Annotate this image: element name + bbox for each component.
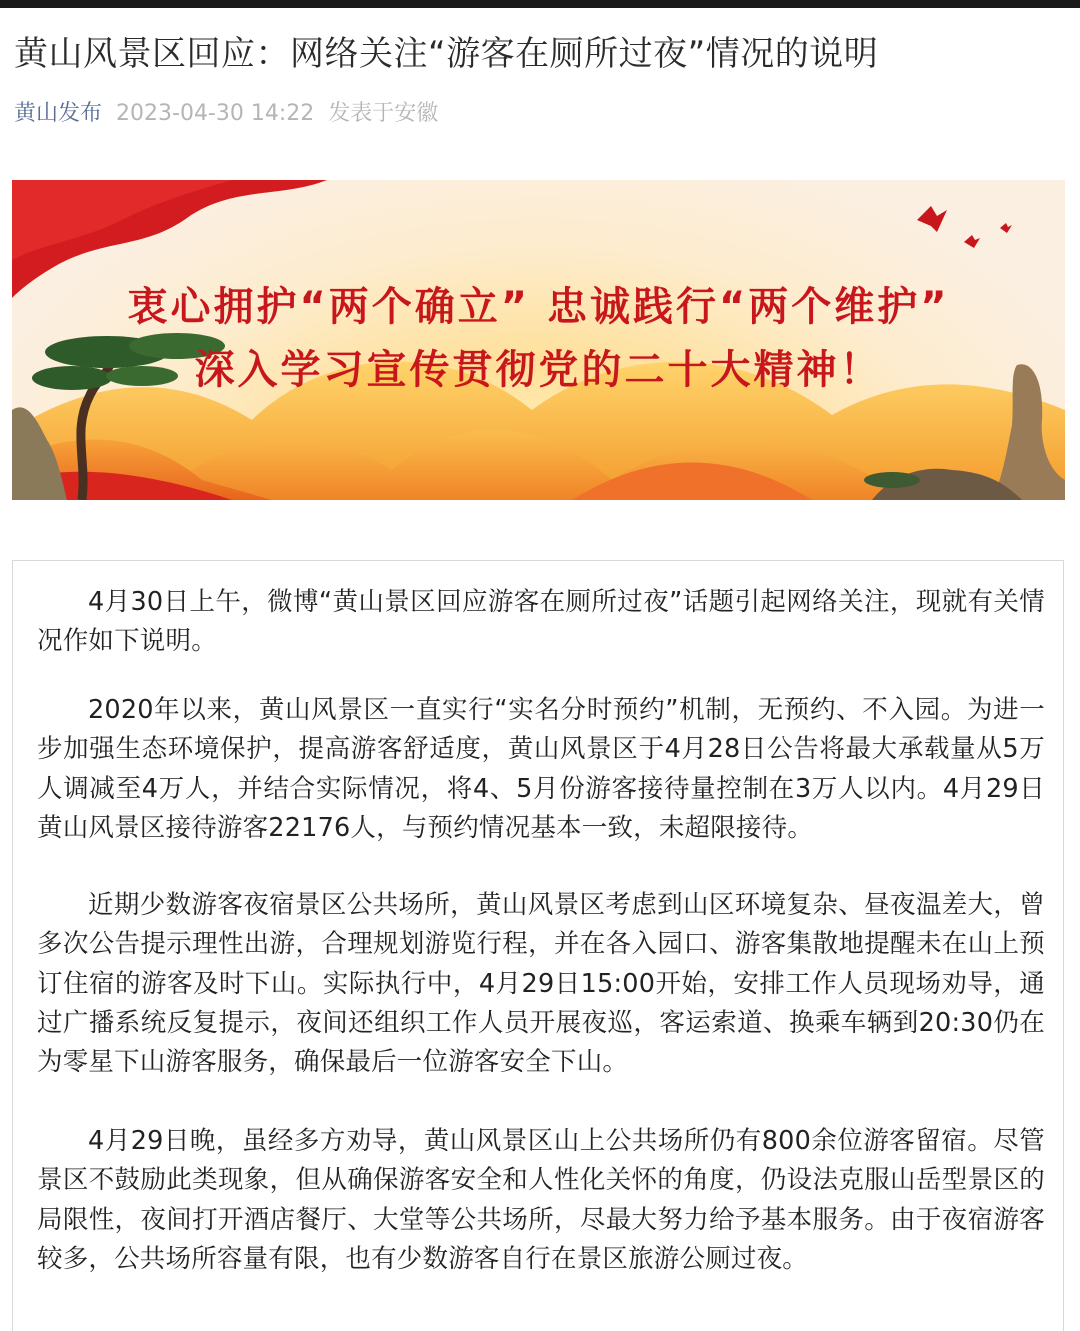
propaganda-banner [12,180,1065,500]
article-body [12,560,1064,1331]
bird-icon [964,235,980,248]
article-meta [14,98,438,130]
bird-icon [1000,223,1012,233]
body-paragraph: 2020年以来，黄山风景区一直实行“实名分时预约”机制，无预约、不入园。为进一步加强生态环境保护，提高游客舒适度，黄山风景区于4月28日公告将最大承载量从5万人调减至4万人，并结合实际情况，将4、5月份游客接待量控制在3万人以内。4月29日黄山风景区接待游客22176人，与预约情况基本一致，未超限接待。 [37,695,1045,843]
author-link[interactable]: 黄山发布 [14,101,103,126]
article-title: 黄山风景区回应：网络关注“游客在厕所过夜”情况的说明 [14,34,879,74]
banner-slogan-line2: 深入学习宣传贯彻党的二十大精神！ [194,347,883,393]
body-paragraph: 4月29日晚，虽经多方劝导，黄山风景区山上公共场所仍有800余位游客留宿。尽管景区不鼓励此类现象，但从确保游客安全和人性化关怀的角度，仍设法克服山岳型景区的局限性，夜间打开酒店餐厅、大堂等公共场所，尽最大努力给予基本服务。由于夜宿游客较多，公共场所容量有限，也有少数游客自行在景区旅游公厕过夜。 [37,1126,1045,1274]
body-paragraph: 4月30日上午，微博“黄山景区回应游客在厕所过夜”话题引起网络关注，现就有关情况作如下说明。 [37,587,1045,657]
banner-slogan-line1: 衷心拥护“两个确立” 忠诚践行“两个维护” [127,284,950,330]
body-paragraph: 近期少数游客夜宿景区公共场所，黄山风景区考虑到山区环境复杂、昼夜温差大，曾多次公告提示理性出游，合理规划游览行程，并在各入园口、游客集散地提醒未在山上预订住宿的游客及时下山。实际执行中，4月29日15:00开始，安排工作人员现场劝导，通过广播系统反复提示，夜间还组织工作人员开展夜巡，客运索道、换乘车辆到20:30仍在为零星下山游客服务，确保最后一位游客安全下山。 [37,890,1045,1078]
publish-location: 发表于安徽 [328,101,439,126]
bird-icon [917,206,947,232]
publish-datetime: 2023-04-30 14:22 [116,101,315,126]
top-status-bar [0,0,1080,8]
